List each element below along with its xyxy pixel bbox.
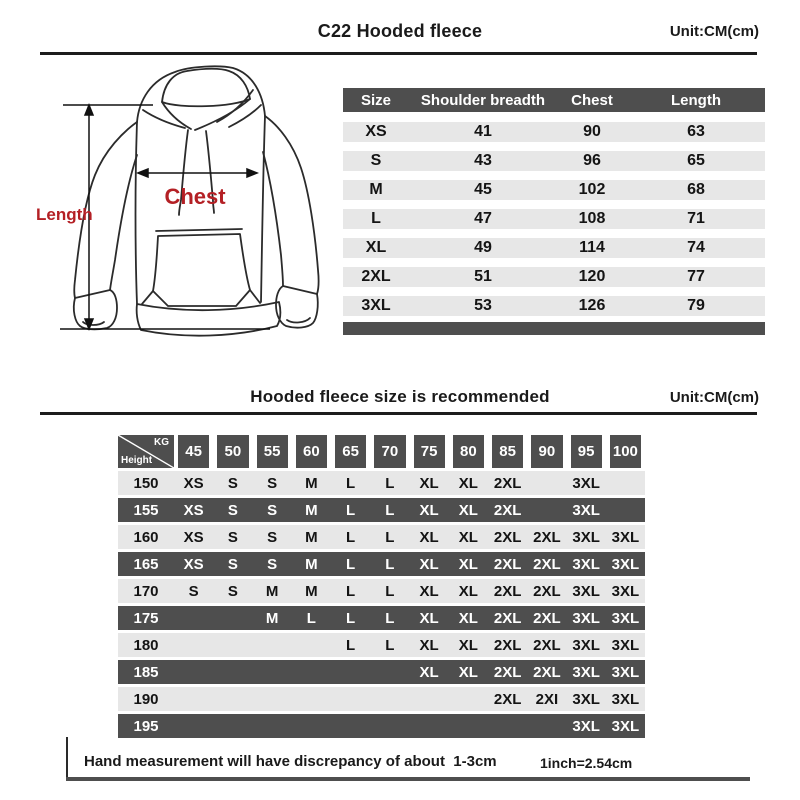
reco-size-cell: 3XL	[572, 555, 600, 573]
reco-size-cell: 3XL	[572, 690, 600, 708]
weight-header-box: 45	[178, 435, 209, 468]
height-label: 160	[133, 528, 159, 546]
height-label: 195	[133, 717, 159, 735]
weight-header-box: 100	[610, 435, 641, 468]
reco-size-cell: 2XL	[493, 474, 522, 492]
reco-size-cell: 3XL	[572, 582, 600, 600]
reco-size-cell: L	[306, 609, 316, 627]
size-table-footer-bar	[343, 322, 765, 335]
weight-header-cell	[253, 435, 292, 468]
reco-size-cell: 3XL	[572, 663, 600, 681]
reco-size-cell: 2XL	[493, 636, 522, 654]
reco-size-cell: M	[305, 474, 318, 492]
reco-table-row	[118, 633, 645, 657]
height-label: 175	[133, 609, 159, 627]
unit-label-middle: Unit:CM(cm)	[669, 389, 759, 406]
height-label: 170	[133, 582, 159, 600]
size-table-cell: 77	[687, 268, 705, 285]
reco-size-cell: 3XL	[611, 528, 640, 546]
reco-size-cell: 2XL	[533, 582, 561, 600]
reco-size-cell: 3XL	[611, 555, 640, 573]
size-table-cell: 53	[474, 297, 492, 314]
footer-border-bottom	[66, 777, 750, 781]
waistband	[137, 302, 281, 336]
reco-size-cell: 3XL	[572, 474, 600, 492]
reco-size-cell: L	[385, 501, 395, 519]
weight-header-cell	[370, 435, 409, 468]
size-table-cell: 114	[579, 239, 605, 256]
reco-table-header	[118, 435, 645, 468]
weight-header-cell	[527, 435, 566, 468]
reco-table-row	[118, 498, 645, 522]
size-table-cell: XL	[365, 239, 387, 256]
reco-size-cell: 3XL	[572, 717, 600, 735]
reco-size-cell: 2XL	[533, 663, 561, 681]
reco-size-cell: 2XL	[493, 663, 522, 681]
height-label: 190	[133, 690, 159, 708]
reco-size-cell: XL	[419, 663, 439, 681]
weight-header-cell	[606, 435, 645, 468]
page-title: C22 Hooded fleece	[317, 21, 483, 41]
size-table-row	[343, 209, 765, 229]
reco-size-cell: XL	[458, 636, 478, 654]
reco-size-cell: L	[346, 636, 356, 654]
reco-size-cell: XL	[458, 501, 478, 519]
size-table-header	[343, 88, 765, 112]
reco-size-cell: XL	[419, 474, 439, 492]
reco-size-cell: L	[385, 636, 395, 654]
chest-arrowhead-right	[247, 169, 257, 177]
divider-top	[40, 52, 757, 55]
size-table-row	[343, 238, 765, 258]
size-table-body	[343, 122, 765, 316]
weight-header-cell	[410, 435, 449, 468]
col-header-shoulder: Shoulder breadth	[420, 91, 546, 109]
reco-size-cell: L	[346, 555, 356, 573]
reco-size-cell: XL	[419, 582, 439, 600]
size-table-cell: 120	[578, 268, 606, 285]
weight-header-box: 95	[571, 435, 602, 468]
weight-header-cell	[213, 435, 252, 468]
reco-size-cell: 3XL	[572, 609, 600, 627]
weight-header-cell	[567, 435, 606, 468]
reco-size-cell: XL	[458, 582, 478, 600]
reco-size-cell: 2XL	[493, 690, 522, 708]
sleeve-left-inner	[110, 155, 137, 290]
size-table-cell: 3XL	[361, 297, 391, 314]
size-table-cell: 102	[578, 181, 606, 198]
reco-size-cell: XL	[458, 663, 478, 681]
reco-size-cell: M	[305, 528, 318, 546]
col-header-size: Size	[360, 91, 391, 109]
col-header-length: Length	[671, 91, 721, 109]
reco-size-cell: 3XL	[611, 582, 640, 600]
weight-header-box: 75	[414, 435, 445, 468]
reco-size-cell: L	[385, 555, 395, 573]
size-table-cell: 45	[474, 181, 492, 198]
size-table-cell: 68	[687, 181, 705, 198]
size-table-row	[343, 296, 765, 316]
reco-table-row	[118, 471, 645, 495]
reco-size-cell: M	[265, 609, 279, 627]
reco-size-cell: S	[188, 582, 199, 600]
reco-size-cell: M	[305, 555, 318, 573]
reco-size-cell: L	[385, 609, 395, 627]
reco-size-cell: S	[267, 528, 278, 546]
height-label: 185	[133, 663, 159, 681]
reco-size-cell: 2XL	[493, 528, 522, 546]
size-table-cell: 90	[583, 123, 601, 140]
hood-fold-3	[143, 110, 185, 128]
height-label: 155	[133, 501, 159, 519]
size-table-cell: 43	[474, 152, 492, 169]
reco-size-cell: S	[267, 474, 278, 492]
reco-size-cell: XL	[458, 555, 478, 573]
reco-size-cell: 2XL	[493, 609, 522, 627]
length-label: Length	[36, 205, 93, 224]
reco-table-row	[118, 687, 645, 711]
reco-size-cell: L	[385, 582, 395, 600]
col-header-chest: Chest	[571, 91, 613, 109]
reco-size-cell: XL	[419, 609, 439, 627]
torso-right	[261, 116, 265, 302]
weight-header-box: 55	[257, 435, 288, 468]
reco-size-cell: L	[385, 474, 395, 492]
reco-table-row	[118, 552, 645, 576]
unit-label-top: Unit:CM(cm)	[669, 23, 759, 40]
reco-size-cell: 2XL	[493, 501, 522, 519]
reco-size-cell: S	[227, 501, 238, 519]
weight-header-box: 65	[335, 435, 366, 468]
reco-size-cell: 2XL	[493, 555, 522, 573]
reco-size-cell: L	[385, 528, 395, 546]
chest-arrowhead-left	[138, 169, 148, 177]
reco-table-row	[118, 525, 645, 549]
reco-size-cell: S	[267, 555, 278, 573]
size-table-cell: 63	[687, 123, 705, 140]
weight-header-box: 50	[217, 435, 248, 468]
reco-size-cell: M	[305, 582, 318, 600]
weight-header-box: 60	[296, 435, 327, 468]
reco-size-cell: 3XL	[572, 528, 600, 546]
weight-header-box: 85	[492, 435, 523, 468]
size-table-cell: 96	[583, 152, 601, 169]
size-table-cell: 74	[687, 239, 705, 256]
weight-header-cell	[449, 435, 488, 468]
reco-size-cell: 2XL	[493, 582, 522, 600]
pocket-top-seam	[156, 229, 242, 231]
size-table-row	[343, 151, 765, 171]
size-table	[343, 88, 765, 335]
reco-size-cell: 3XL	[572, 636, 600, 654]
size-table-cell: 51	[474, 268, 492, 285]
reco-size-cell: S	[267, 501, 278, 519]
length-arrowhead-bottom	[85, 319, 93, 329]
reco-size-cell: XL	[419, 555, 439, 573]
size-table-cell: 126	[578, 297, 606, 314]
reco-title: Hooded fleece size is recommended	[250, 387, 550, 406]
size-table-cell: 2XL	[361, 268, 391, 285]
reco-size-cell: XL	[419, 501, 439, 519]
reco-size-cell: L	[346, 609, 356, 627]
size-table-row	[343, 267, 765, 287]
reco-size-cell: L	[346, 474, 356, 492]
reco-size-cell: XL	[458, 609, 478, 627]
footer-conversion: 1inch=2.54cm	[540, 755, 633, 771]
reco-size-cell: M	[305, 501, 318, 519]
hood-outline	[137, 66, 265, 122]
reco-size-cell: XL	[458, 528, 478, 546]
height-label: 150	[133, 474, 159, 492]
reco-size-cell: XS	[183, 555, 204, 573]
size-table-cell: 65	[687, 152, 705, 169]
size-table-row	[343, 180, 765, 200]
hood-opening	[162, 69, 250, 107]
reco-size-cell: 2XL	[533, 528, 561, 546]
reco-table	[118, 435, 645, 738]
hood-fold-2	[229, 105, 261, 127]
pocket	[153, 234, 250, 306]
reco-size-cell: 3XL	[611, 717, 640, 735]
cuff-left	[74, 290, 117, 329]
size-table-cell: S	[370, 152, 382, 169]
reco-size-cell: 2XL	[533, 636, 561, 654]
weight-header-cell	[488, 435, 527, 468]
footer-border-left	[66, 737, 68, 781]
sleeve-right-inner	[263, 152, 283, 286]
size-table-cell: 49	[474, 239, 492, 256]
chest-label: Chest	[164, 184, 226, 209]
footer-note: Hand measurement will have discrepancy of about 1-3cm	[84, 753, 497, 770]
size-table-cell: L	[371, 210, 381, 227]
reco-size-cell: XL	[458, 474, 478, 492]
reco-size-cell: 3XL	[611, 663, 640, 681]
size-table-cell: M	[369, 181, 383, 198]
reco-size-cell: 2XL	[533, 555, 561, 573]
reco-size-cell: XL	[419, 528, 439, 546]
size-table-cell: 47	[474, 210, 492, 227]
weight-header-cell	[292, 435, 331, 468]
reco-size-cell: S	[227, 582, 238, 600]
reco-size-cell: XS	[183, 528, 204, 546]
reco-size-cell: 2XL	[533, 609, 561, 627]
reco-size-cell: 3XL	[611, 690, 640, 708]
reco-table-row	[118, 606, 645, 630]
size-table-cell: 41	[474, 123, 492, 140]
reco-size-cell: S	[227, 474, 238, 492]
reco-table-row	[118, 714, 645, 738]
reco-size-cell: L	[346, 501, 356, 519]
reco-table-row	[118, 660, 645, 684]
corner-kg-label: KG	[154, 437, 169, 448]
reco-size-cell: 3XL	[611, 609, 640, 627]
reco-size-cell: 3XL	[572, 501, 600, 519]
height-label: 180	[133, 636, 159, 654]
length-arrowhead-top	[85, 105, 93, 115]
size-table-cell: XS	[365, 123, 387, 140]
corner-height-label: Height	[121, 455, 153, 466]
weight-header-cell	[331, 435, 370, 468]
size-table-cell: 79	[687, 297, 705, 314]
reco-size-cell: XS	[183, 501, 204, 519]
cuff-right	[276, 286, 318, 328]
torso-left	[136, 122, 138, 304]
reco-size-cell: XS	[183, 474, 204, 492]
cuff-right-opening	[287, 318, 310, 322]
height-label: 165	[133, 555, 159, 573]
sleeve-right-outer	[265, 116, 319, 294]
pocket-stitch-left	[142, 291, 153, 304]
weight-header-box: 90	[531, 435, 562, 468]
weight-header-box: 70	[374, 435, 405, 468]
size-table-cell: 108	[578, 210, 606, 227]
reco-table-row	[118, 579, 645, 603]
reco-size-cell: L	[346, 528, 356, 546]
reco-size-cell: M	[265, 582, 279, 600]
weight-header-cell	[174, 435, 213, 468]
reco-size-cell: S	[227, 528, 238, 546]
reco-size-cell: 2XI	[535, 690, 559, 708]
reco-size-cell: XL	[419, 636, 439, 654]
weight-header-box: 80	[453, 435, 484, 468]
reco-size-cell: L	[346, 582, 356, 600]
reco-size-cell: S	[227, 555, 238, 573]
reco-table-body	[118, 471, 645, 738]
size-table-row	[343, 122, 765, 142]
size-table-cell: 71	[687, 210, 705, 227]
pocket-stitch-right	[250, 290, 260, 303]
reco-size-cell: 3XL	[611, 636, 640, 654]
corner-cell	[118, 435, 174, 468]
divider-middle	[40, 412, 757, 415]
